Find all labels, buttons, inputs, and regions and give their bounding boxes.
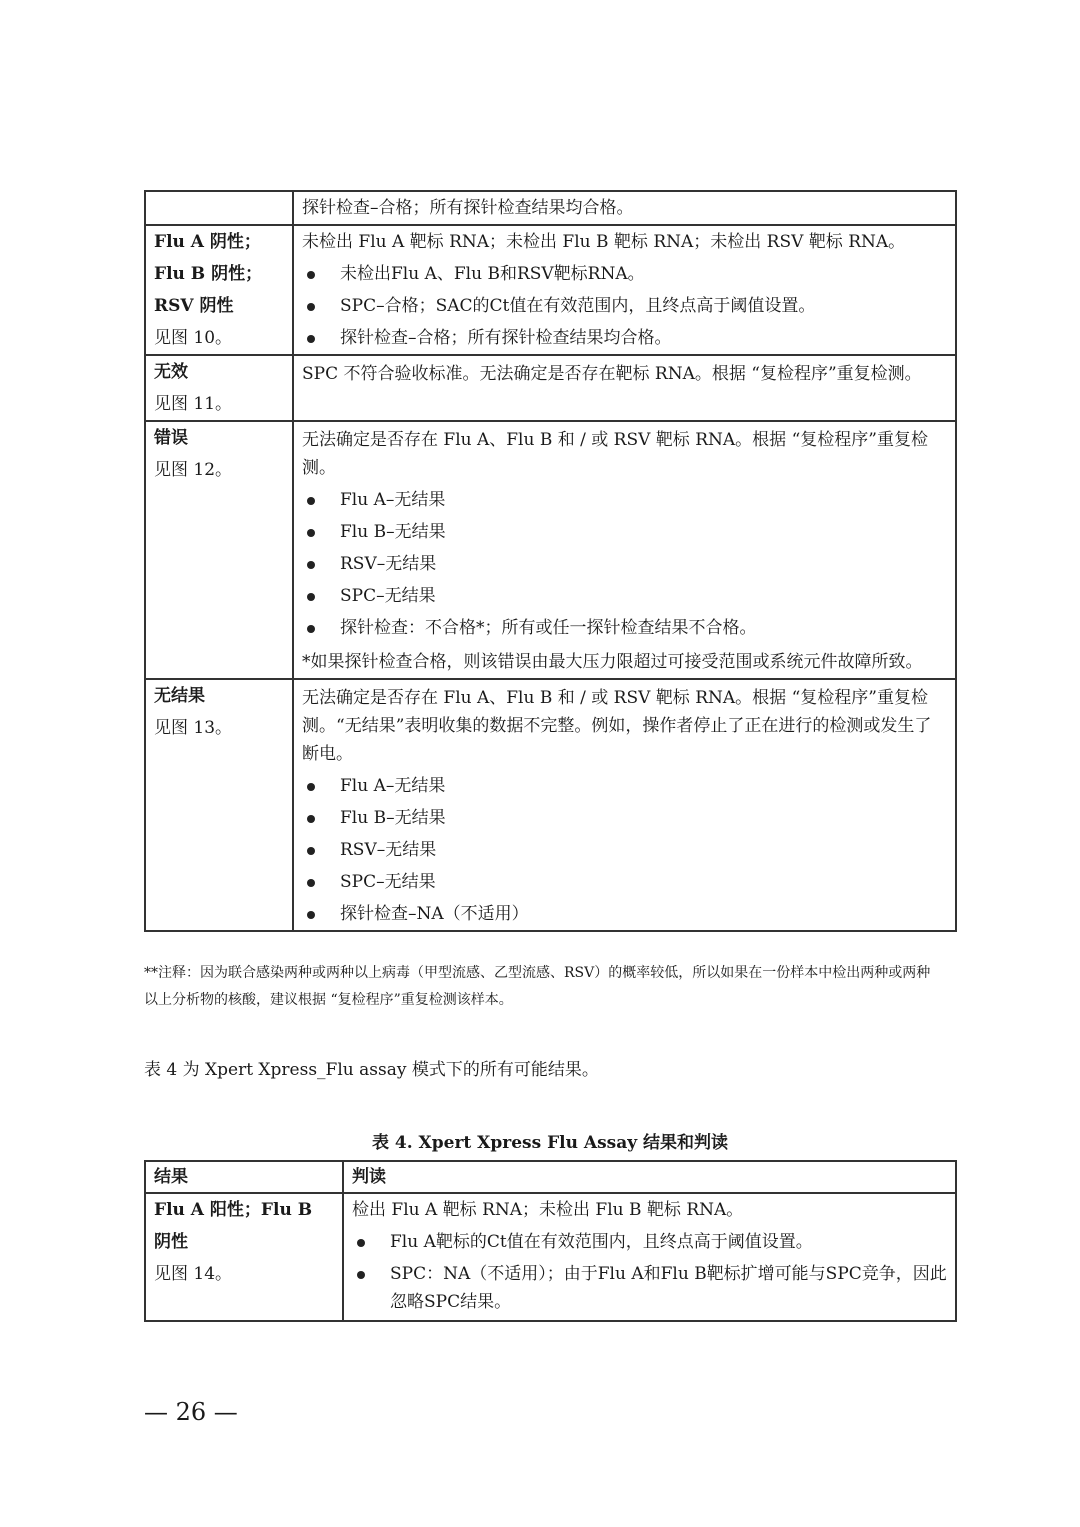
bullet-list xyxy=(302,258,947,354)
table-cell-interpretation: 未检出 Flu A 靶标 RNA；未检出 Flu B 靶标 RNA；未检出 RSV 靶标 RNA。 未检出Flu A、Flu B和RSV靶标RNA。 SPC–合格；SAC的Ct值在有效范围内，且终点高于阈值设置。 探针检查–合格；所有探针检查结果均合格。 xyxy=(293,225,956,355)
list-item: 探针检查–NA（不适用） xyxy=(302,898,947,930)
list-item: RSV–无结果 xyxy=(302,548,947,580)
table-row xyxy=(145,679,956,931)
figure-reference: 见图 11。 xyxy=(154,394,233,414)
table-cell-interpretation: 无法确定是否存在 Flu A、Flu B 和 / 或 RSV 靶标 RNA。根据 “复检程序”重复检测。 Flu A–无结果 Flu B–无结果 RSV–无结果 SPC–无结果 探针检查：不合格*；所有或任一探针检查结果不合格。 *如果探针检查合格，则该错误由最大压力限超过可接受范围或系统元件故障所致。 xyxy=(293,421,956,679)
table-header-row xyxy=(145,1161,956,1193)
table-cell-label xyxy=(145,355,293,421)
table-footnote: **注释：因为联合感染两种或两种以上病毒（甲型流感、乙型流感、RSV）的概率较低，所以如果在一份样本中检出两种或两种以上分析物的核酸，建议根据 “复检程序”重复检测该样本。 xyxy=(144,965,931,1008)
table-cell-label xyxy=(145,421,293,679)
list-item: Flu B–无结果 xyxy=(302,802,947,834)
result-label: 错误 xyxy=(154,428,188,448)
result-label: RSV 阴性 xyxy=(154,296,234,316)
result-label: Flu A 阴性； xyxy=(154,232,261,252)
table-cell-label xyxy=(145,679,293,931)
bullet-list xyxy=(302,770,947,930)
table-row xyxy=(145,355,956,421)
list-item: Flu B–无结果 xyxy=(302,516,947,548)
list-item: SPC–无结果 xyxy=(302,866,947,898)
list-item: Flu A–无结果 xyxy=(302,770,947,802)
table-note: *如果探针检查合格，则该错误由最大压力限超过可接受范围或系统元件故障所致。 xyxy=(302,652,923,672)
table-row xyxy=(145,421,956,679)
result-label: 无效 xyxy=(154,362,188,382)
figure-reference: 见图 10。 xyxy=(154,328,233,348)
figure-reference: 见图 13。 xyxy=(154,718,233,738)
page-number: — 26 — xyxy=(144,1398,238,1426)
figure-reference: 见图 12。 xyxy=(154,460,233,480)
list-item: 未检出Flu A、Flu B和RSV靶标RNA。 xyxy=(302,258,947,290)
results-table-4 xyxy=(144,1160,957,1322)
list-item: Flu A靶标的Ct值在有效范围内，且终点高于阈值设置。 xyxy=(352,1226,947,1258)
result-label: Flu B 阴性； xyxy=(154,264,263,284)
table-cell-interpretation: 检出 Flu A 靶标 RNA；未检出 Flu B 靶标 RNA。 Flu A靶标的Ct值在有效范围内，且终点高于阈值设置。 SPC：NA（不适用）；由于Flu A和Flu B靶标扩增可能与SPC竞争，因此忽略SPC结果。 xyxy=(343,1193,956,1321)
table-cell-interpretation: 无法确定是否存在 Flu A、Flu B 和 / 或 RSV 靶标 RNA。根据 “复检程序”重复检测。“无结果”表明收集的数据不完整。例如，操作者停止了正在进行的检测或发生了断电。 Flu A–无结果 Flu B–无结果 RSV–无结果 SPC–无结果 探针检查–NA（不适用） xyxy=(293,679,956,931)
column-header-result: 结果 xyxy=(145,1161,343,1193)
column-header-interpretation: 判读 xyxy=(343,1161,956,1193)
table-cell-label xyxy=(145,191,293,225)
list-item: Flu A–无结果 xyxy=(302,484,947,516)
table-row xyxy=(145,225,956,355)
list-item: SPC–合格；SAC的Ct值在有效范围内，且终点高于阈值设置。 xyxy=(302,290,947,322)
table-caption: 表 4. Xpert Xpress Flu Assay 结果和判读 xyxy=(371,1133,729,1153)
figure-reference: 见图 14。 xyxy=(154,1264,233,1284)
table-cell-label xyxy=(145,225,293,355)
results-table-3 xyxy=(144,190,957,932)
table-cell-interpretation: SPC 不符合验收标准。无法确定是否存在靶标 RNA。根据 “复检程序”重复检测。 xyxy=(293,355,956,421)
list-item: SPC–无结果 xyxy=(302,580,947,612)
list-item: 探针检查–合格；所有探针检查结果均合格。 xyxy=(302,322,947,354)
bullet-list xyxy=(302,484,947,644)
list-item: 探针检查：不合格*；所有或任一探针检查结果不合格。 xyxy=(302,612,947,644)
result-label: Flu A 阳性；Flu B 阴性 xyxy=(154,1200,313,1252)
table-cell-label xyxy=(145,1193,343,1321)
bullet-list xyxy=(352,1226,947,1320)
table-row xyxy=(145,1193,956,1321)
list-item: SPC：NA（不适用）；由于Flu A和Flu B靶标扩增可能与SPC竞争，因此忽略SPC结果。 xyxy=(352,1258,947,1320)
list-item: RSV–无结果 xyxy=(302,834,947,866)
body-paragraph: 表 4 为 Xpert Xpress_Flu assay 模式下的所有可能结果。 xyxy=(144,1060,599,1080)
result-label: 无结果 xyxy=(154,686,205,706)
table-row xyxy=(145,191,956,225)
table-cell-interpretation: 探针检查–合格；所有探针检查结果均合格。 xyxy=(293,191,956,225)
